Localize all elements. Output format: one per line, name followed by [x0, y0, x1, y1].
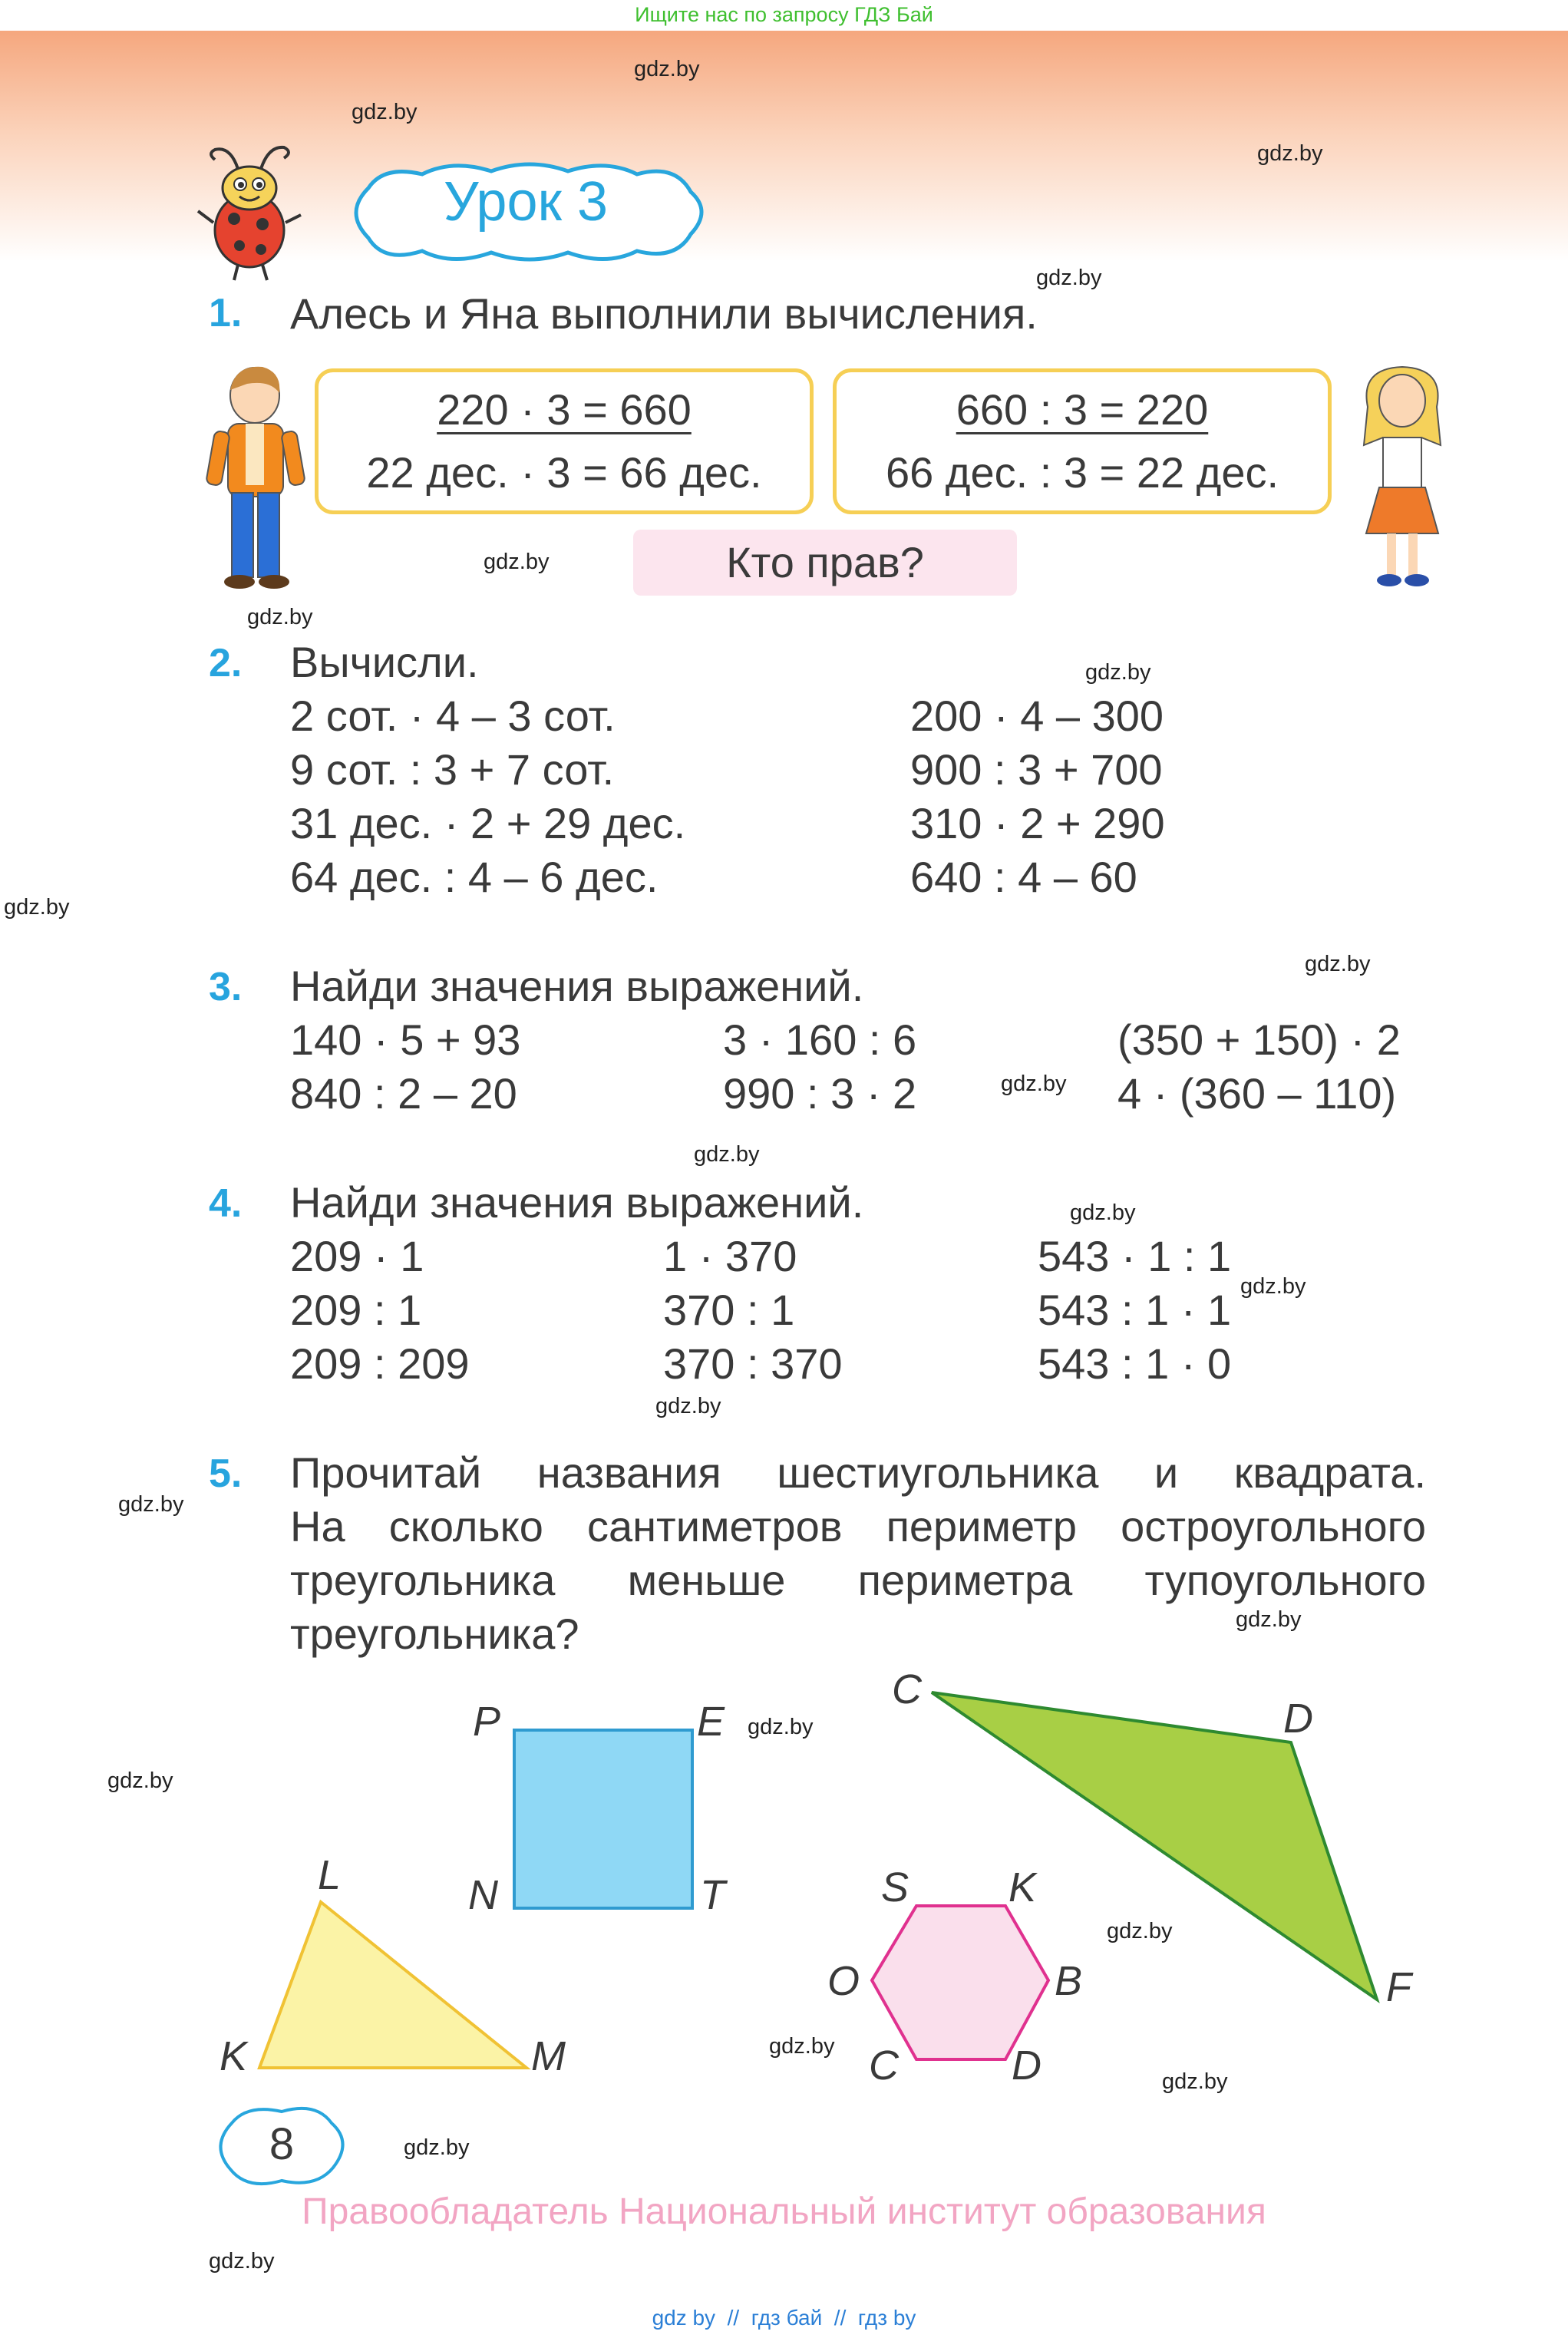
exercise-text: Найди значения выражений.: [290, 962, 864, 1010]
expression: 4 · (360 – 110): [1117, 1069, 1397, 1118]
lesson-title: Урок 3: [443, 171, 609, 233]
exercise-number: 3.: [209, 965, 243, 1009]
expression: (350 + 150) · 2: [1117, 1015, 1401, 1064]
bottom-links[interactable]: gdz by // гдз бай // гдз by: [652, 2306, 916, 2330]
vertex-label: F: [1386, 1964, 1411, 2010]
watermark: gdz.by: [694, 1142, 760, 1167]
watermark: gdz.by: [1236, 1607, 1302, 1632]
vertex-label: D: [1012, 2042, 1041, 2089]
watermark: gdz.by: [1107, 1919, 1173, 1943]
expression: 31 дес. · 2 + 29 дес.: [290, 799, 686, 847]
expression: 840 : 2 – 20: [290, 1069, 517, 1118]
exercise-number: 4.: [209, 1181, 243, 1226]
vertex-label: C: [869, 2042, 899, 2089]
exercise-text-line: Прочитай названия шестиугольника и квадрата.: [290, 1448, 1426, 1497]
box-line: 22 дес. · 3 = 66 дес.: [366, 448, 762, 497]
watermark: gdz.by: [1070, 1200, 1136, 1225]
watermark: gdz.by: [404, 2135, 470, 2160]
vertex-label: S: [881, 1864, 909, 1910]
square-PENT: [514, 1730, 692, 1908]
expression: 3 · 160 : 6: [723, 1015, 917, 1064]
expression: 209 · 1: [290, 1232, 424, 1280]
vertex-label: M: [531, 2033, 566, 2079]
exercise-text-line: На сколько сантиметров периметр остроугольного: [290, 1502, 1426, 1550]
expression: 310 · 2 + 290: [910, 799, 1165, 847]
vertex-label: C: [892, 1666, 922, 1712]
exercise-text: Алесь и Яна выполнили вычисления.: [290, 289, 1038, 338]
expression: 2 сот. · 4 – 3 сот.: [290, 692, 616, 740]
hexagon-SKOBCD: [872, 1906, 1048, 2059]
exercise-text: Найди значения выражений.: [290, 1178, 864, 1227]
expression: 370 : 370: [663, 1339, 843, 1388]
expression: 140 · 5 + 93: [290, 1015, 521, 1064]
top-search-hint[interactable]: Ищите нас по запросу ГДЗ Бай: [635, 3, 933, 26]
vertex-label: K: [220, 2033, 248, 2079]
vertex-label: D: [1283, 1696, 1313, 1742]
expression: 640 : 4 – 60: [910, 853, 1137, 901]
watermark: gdz.by: [748, 1715, 814, 1739]
vertex-label: B: [1055, 1958, 1083, 2004]
watermark: gdz.by: [118, 1492, 184, 1517]
watermark: gdz.by: [352, 100, 418, 124]
watermark: gdz.by: [1085, 660, 1151, 685]
watermark: gdz.by: [1162, 2069, 1228, 2094]
watermark: gdz.by: [107, 1768, 173, 1793]
watermark: gdz.by: [655, 1394, 721, 1418]
watermark: gdz.by: [1036, 266, 1102, 290]
question-banner: Кто прав?: [633, 530, 1017, 596]
vertex-label: O: [827, 1958, 860, 2004]
expression: 900 : 3 + 700: [910, 745, 1163, 794]
exercise-text-line: треугольника?: [290, 1610, 579, 1658]
watermark: gdz.by: [1001, 1072, 1067, 1096]
exercise-number: 5.: [209, 1451, 243, 1496]
box-line: 220 · 3 = 660: [437, 385, 692, 434]
vertex-label: P: [473, 1699, 501, 1745]
exercise-number: 2.: [209, 641, 243, 685]
vertex-label: T: [700, 1872, 725, 1918]
expression: 543 : 1 · 1: [1038, 1286, 1232, 1334]
vertex-label: L: [318, 1852, 342, 1898]
expression: 209 : 209: [290, 1339, 470, 1388]
expression: 1 · 370: [663, 1232, 797, 1280]
exercise-text-line: треугольника меньше периметра тупоугольного: [290, 1556, 1426, 1604]
expression: 370 : 1: [663, 1286, 795, 1334]
watermark: gdz.by: [4, 895, 70, 920]
watermark: gdz.by: [769, 2034, 835, 2059]
watermark: gdz.by: [1240, 1274, 1306, 1299]
watermark: gdz.by: [634, 57, 700, 81]
vertex-label: K: [1008, 1864, 1037, 1910]
expression: 990 : 3 · 2: [723, 1069, 917, 1118]
expression: 200 · 4 – 300: [910, 692, 1164, 740]
acute-triangle-LKM: [259, 1902, 527, 2068]
watermark: gdz.by: [484, 550, 550, 574]
watermark: gdz.by: [1257, 141, 1323, 166]
copyright-notice: Правообладатель Национальный институт образования: [302, 2191, 1266, 2232]
expression: 209 : 1: [290, 1286, 422, 1334]
expression: 9 сот. : 3 + 7 сот.: [290, 745, 615, 794]
vertex-label: N: [468, 1872, 498, 1918]
box-line: 66 дес. : 3 = 22 дес.: [885, 448, 1279, 497]
watermark: gdz.by: [1305, 952, 1371, 976]
watermark: gdz.by: [209, 2249, 275, 2274]
page-number: 8: [269, 2119, 295, 2169]
box-line: 660 : 3 = 220: [956, 385, 1209, 434]
watermark: gdz.by: [247, 605, 313, 629]
vertex-label: E: [697, 1699, 725, 1745]
exercise-number: 1.: [209, 291, 243, 335]
expression: 543 · 1 : 1: [1038, 1232, 1232, 1280]
expression: 543 : 1 · 0: [1038, 1339, 1232, 1388]
exercise-text: Вычисли.: [290, 638, 479, 686]
expression: 64 дес. : 4 – 6 дес.: [290, 853, 659, 901]
